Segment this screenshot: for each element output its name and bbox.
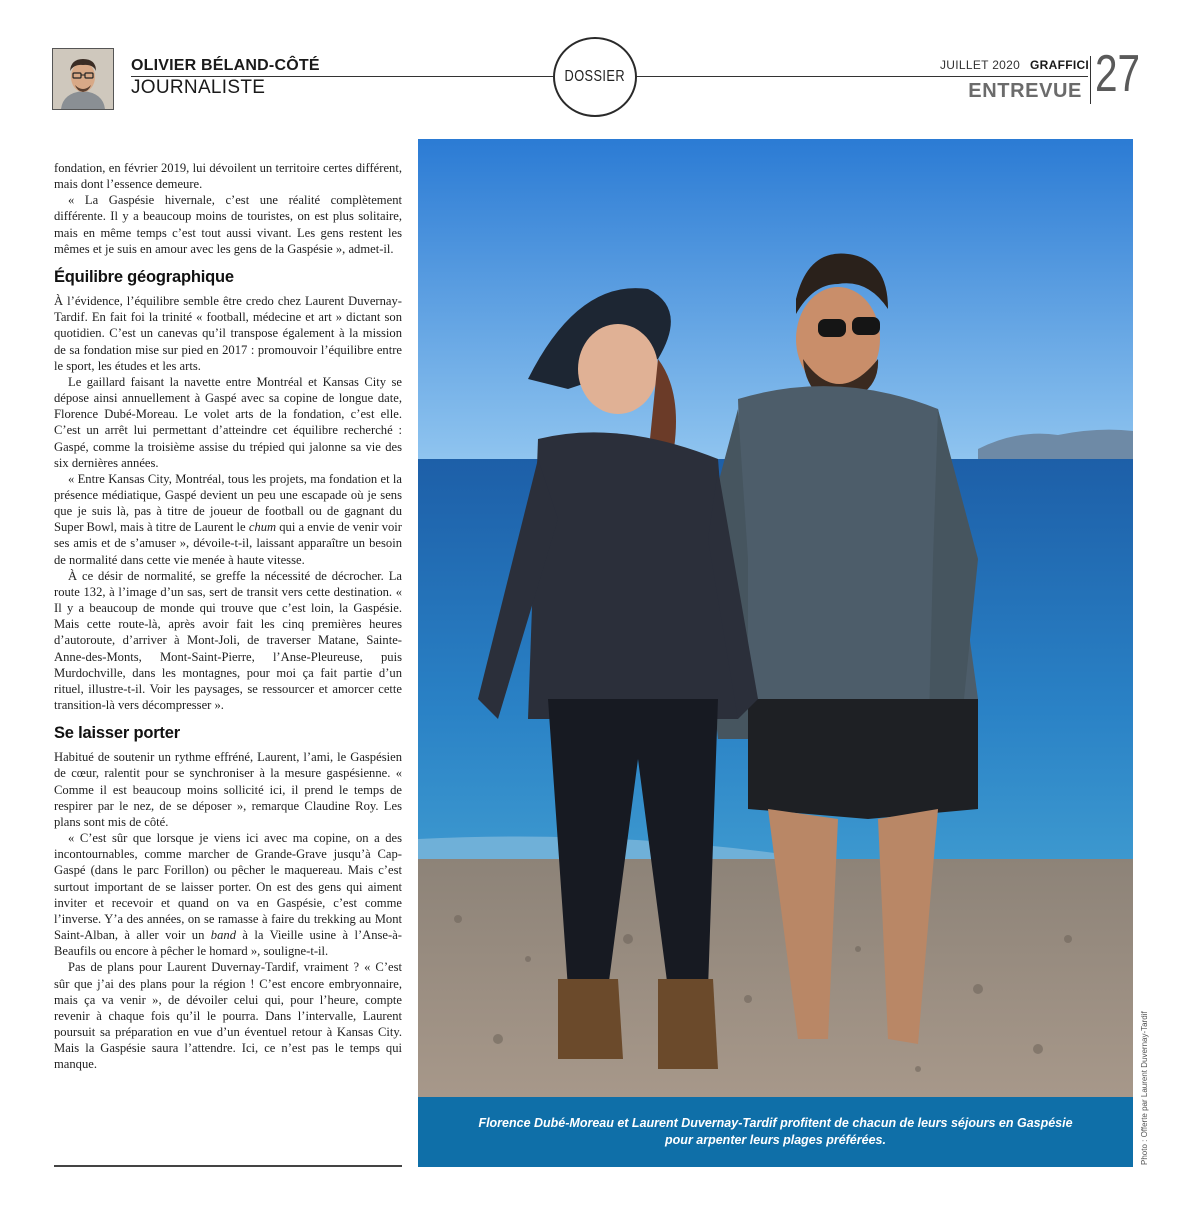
publication-name: GRAFFICI — [1030, 58, 1090, 72]
subheading-equilibre: Équilibre géographique — [54, 267, 234, 286]
author-role: JOURNALISTE — [131, 77, 266, 98]
article-paragraph: fondation, en février 2019, lui dévoilent un territoire certes différent, mais dont l’essence demeure. — [54, 161, 402, 192]
article-paragraph: Pas de plans pour Laurent Duvernay-Tardif, vraiment ? « C’est sûr que j’ai des plans pour la région ! C’est encore embryonnaire, mais ça va venir », de dévoiler celui qui, pour l’heure, compte revenir à chaque fois qu’il le pourra. Dans l’intervalle, Laurent poursuit sa préparation en vue d’un éventuel retour à Kansas City. Mais la Gaspésie saura l’attendre. Ici, ce n’est pas le temps qui manque. — [54, 960, 402, 1072]
article-end-rule — [54, 1165, 402, 1167]
section-name: ENTREVUE — [968, 80, 1082, 102]
author-name: OLIVIER BÉLAND-CÔTÉ — [131, 57, 320, 74]
author-portrait-image — [53, 49, 113, 109]
text-span: « C’est sûr que lorsque je viens ici avec ma copine, on a des incontournables, comme marcher de Grande-Grave jusqu’à Cap-Gaspé (dans le parc Forillon) ou pêcher le maquereau. Mais c’est surtout important de se laisser porter. On est des gens qui aiment inviter et recevoir et quand on va en Gaspésie, c’est comme l’inverse. Y’a des années, on se ramasse à faire du trekking au Mont Saint-Alban, à aller voir un — [54, 831, 402, 943]
dossier-badge — [553, 37, 637, 117]
article-paragraph — [54, 471, 402, 568]
caption-line-1: Florence Dubé-Moreau et Laurent Duvernay-Tardif profitent de chacun de leurs séjours en Gaspésie — [478, 1116, 1073, 1130]
article-body — [54, 160, 402, 1072]
issue-date: JUILLET 2020 — [940, 58, 1021, 72]
text-span: à la Vieille usine à l’Anse-à-Beaufils ou encore à pêcher le homard », souligne-t-il. — [54, 928, 402, 959]
author-avatar — [52, 48, 114, 110]
text-span: « Entre Kansas City, Montréal, tous les projets, ma fondation et la présence médiatique, Gaspé devient un peu une escapade où je sens que je suis là, pas à titre de joueur de football ou de gagnant du Super Bowl, mais à titre de Laurent le — [54, 471, 402, 535]
article-paragraph — [54, 830, 402, 959]
italic-word: band — [210, 928, 236, 943]
photo-caption — [418, 1097, 1133, 1167]
beach-couple-illustration — [418, 139, 1133, 1097]
text-span: qui a envie de venir voir ses amis et de s’amuser », dévoile-t-il, laissant apparaître un besoin de normalité dans cette vie menée à haute vitesse. — [54, 520, 402, 567]
header-separator — [1090, 56, 1091, 104]
article-paragraph: Le gaillard faisant la navette entre Montréal et Kansas City se dépose ainsi annuellement à Gaspé avec sa copine de longue date, Florence Dubé-Moreau. Le volet arts de la fondation, c’est elle. C’est un arrêt lui permettant d’atteindre cet équilibre recherché : Gaspé, comme la troisième assise du trépied qui jalonne sa vie des six dernières années. — [54, 374, 402, 470]
header-rule-right — [633, 76, 1088, 77]
header-rule-left — [131, 76, 553, 77]
photo-credit: Photo : Offerte par Laurent Duvernay-Tardif — [1140, 1011, 1149, 1165]
page-number: 27 — [1095, 45, 1141, 103]
caption-line-2: pour arpenter leurs plages préférées. — [665, 1133, 886, 1147]
dossier-label: DOSSIER — [564, 68, 626, 85]
article-paragraph: À ce désir de normalité, se greffe la nécessité de décrocher. La route 132, à l’image d’un sas, sert de transit vers cette destination. « Il y a beaucoup de monde qui trouve que c’est loin, la Gaspésie. Mais cette route-là, après avoir fait les cinq premières heures d’autoroute, d’arriver à Mont-Joli, de traverser Matane, Sainte-Anne-des-Monts, Mont-Saint-Pierre, l’Anse-Pleureuse, puis Murdochville, dans les montagnes, pour moi ça fait partie d’un rituel, illustre-t-il. Voir les paysages, se ressourcer et amorcer cette transition-là vers décompresser ». — [54, 568, 402, 712]
article-paragraph: À l’évidence, l’équilibre semble être credo chez Laurent Duvernay-Tardif. En fait foi la trinité « football, médecine et art » dictant son quotidien. C’est un canevas qu’il transpose également à la mission de sa fondation mise sur pied en 2017 : promouvoir l’équilibre entre le sport, les études et les arts. — [54, 294, 402, 373]
subheading-porter: Se laisser porter — [54, 724, 180, 743]
article-paragraph: « La Gaspésie hivernale, c’est une réalité complètement différente. Il y a beaucoup moins de touristes, on est plus solitaire, mais en même temps c’est tout aussi vivant. Les gens restent les mêmes et je suis en amour avec les gens de la Gaspésie », admet-il. — [54, 193, 402, 256]
italic-word: chum — [248, 520, 277, 535]
beach-photo — [418, 139, 1133, 1097]
article-paragraph: Habitué de soutenir un rythme effréné, Laurent, l’ami, le Gaspésien de cœur, ralentit pour se synchroniser à la mesure gaspésienne. « Comme il est beaucoup moins sollicité ici, il prend le temps de respirer par le nez, de se déposer », remarque Claudine Roy. Les plans sont mis de côté. — [54, 750, 402, 829]
